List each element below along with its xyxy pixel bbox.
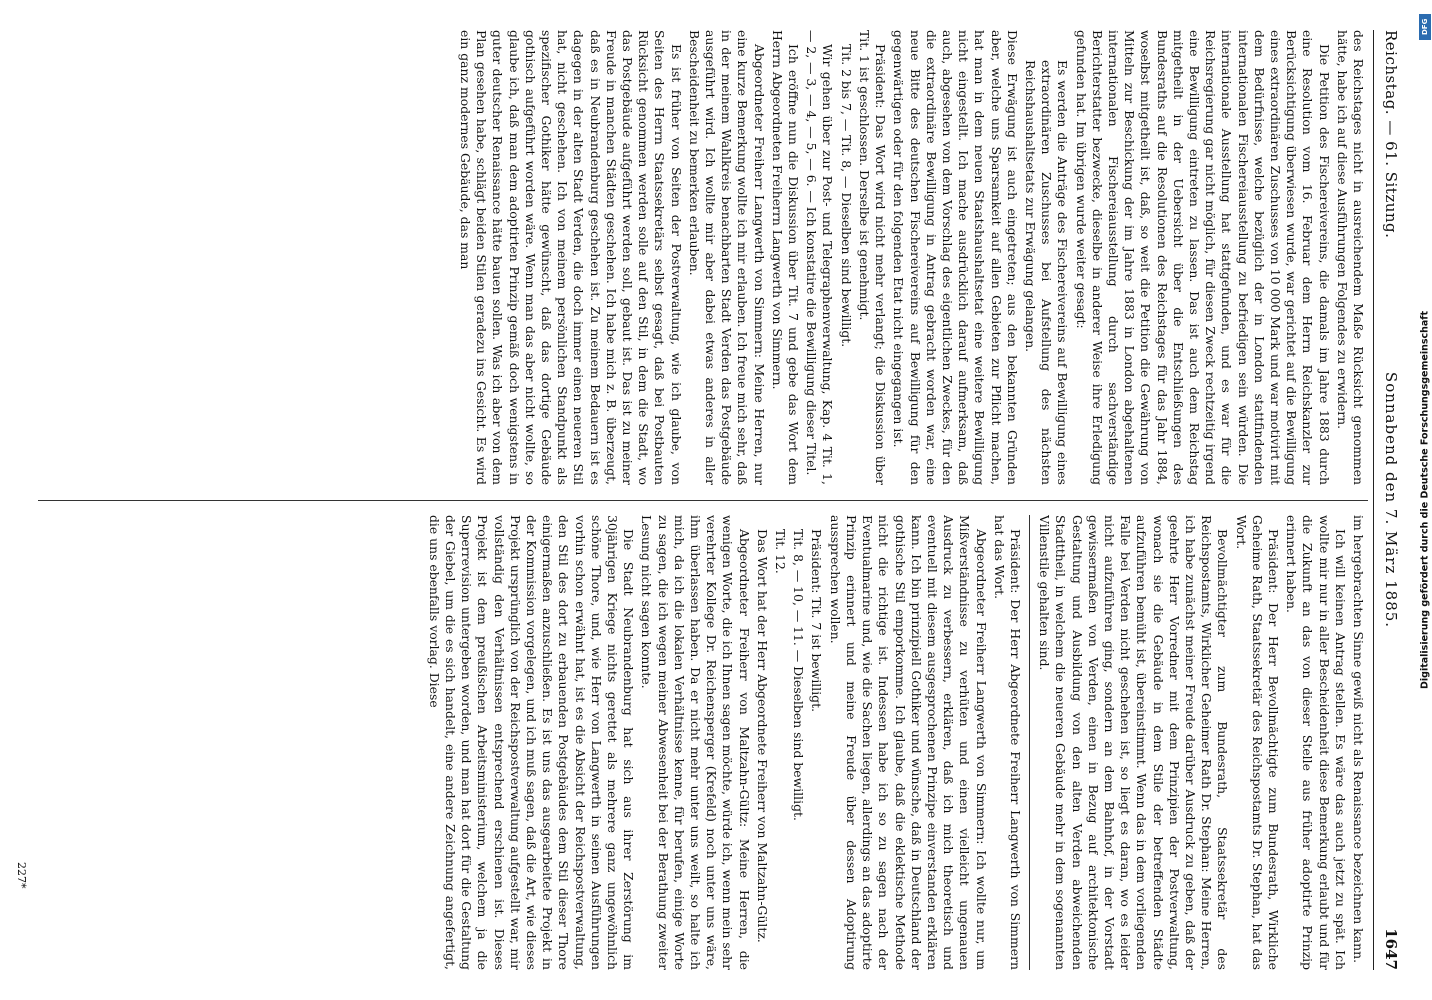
paragraph: im hergebrachten Sinne gewiß nicht als Renaissance bezeichnen kann.	[1351, 515, 1366, 964]
paragraph: Ich will keinen Antrag stellen. Es wäre das auch jetzt zu spät. Ich wollte mir nur in aller Bescheidenheit diese Bemerkung erlaubt und für die Zukunft an das von dieser Stelle aus früher adoptirte Prinzip erinnert haben.	[1284, 515, 1348, 970]
paragraph: Diese Erwägung ist auch eingetreten; aus den bekannten Gründen aber, welche uns Sparsamkeit auf allen Gebieten zur Pflicht machen, hat man in dem neuen Staatshaushaltsetat eine weitere Bewilligung nicht eingestellt. Ich mache ausdrücklich darauf aufmerksam, daß auch, abgesehen von dem Vorschlag des eigentlichen Zweckes, für den die extraordinäre Bewilligung in Antrag gebracht worden war, eine neue Bitte des deutschen Fischereivereins auf Bewilligung für den gegenwärtigen oder für den folgenden Etat nicht eingegangen ist.	[891, 30, 1020, 485]
paragraph: Die Stadt Neubrandenburg hat sich aus ihrer Zerstörung im 30jährigen Kriege nichts gerettet als mehrere ganz ungewöhnlich schöne Thore, und, wie Herr von Langwerth in seinen Ausführungen vorhin schon erwähnt hat, ist es die Absicht der Reichspostverwaltung, den Stil des dort zu erbauenden Postgebäudes dem Stil dieser Thore einigermaßen anzuschließen. Es ist uns das ausgearbeitete Projekt in der Kommission vorgelegen, und ich muß sagen, daß die Art, wie dieses Projekt ursprünglich von der Reichspostverwaltung aufgestellt war, mir vollständig den Verhältnissen entsprechend erschienen ist. Dieses Projekt ist dem preußischen Arbeitsministerium, welchem ja die Superrevision untergeben worden, und man hat dort für die Gestaltung der Giebel, um die es sich handelt, eine andere Zeichnung angefertigt, die uns ebenfalls vorlag. Diese	[426, 515, 637, 970]
paragraph: Die Petition des Fischereivereins, die damals im Jahre 1883 durch eine Resolution vom 16. Februar dem Herrn Reichskanzler zur Berücksichtigung überwiesen wurde, war gerichtet auf die Bewilligung eines extraordinären Zuschusses von 10 000 Mark und war motivirt mit dem Bedürfnisse, welche bezüglich der in London stattfindenden internationalen Fischereiausstellung zu befriedigen sein würden. Die internationale Ausstellung hat stattgefunden, und es war für die Reichsregierung gar nicht möglich, für diesen Zweck rechtzeitig irgend eine Bewilligung eintreten zu lassen. Das ist auch dem Reichstag mitgetheilt in der Uebersicht über die Entschließungen des Bundesraths auf die Resolutionen des Reichstages für das Jahr 1884, woselbst mitgetheilt ist, daß, so weit die Petition die Gewährung von Mitteln zur Beschickung der im Jahre 1883 in London abgehaltenen internationalen Fischereiausstellung durch sachverständige Berichterstatter bezwecke, dieselbe in anderer Weise ihre Erledigung gefunden hat. Im übrigen wurde weiter gesagt:	[1073, 30, 1332, 485]
paragraph: Tit. 2 bis 7, — Tit. 8, — Dieselben sind bewilligt.	[838, 44, 854, 348]
paragraph: Tit. 8, — 10, — 11. — Dieselben sind bewilligt.	[791, 529, 807, 821]
paragraph: Präsident: Das Wort wird nicht mehr verlangt; die Diskussion über Tit. 1 ist geschlossen. Derselbe ist genehmigt.	[856, 30, 889, 485]
page-header	[1376, 30, 1400, 970]
paragraph: Tit. 12.	[773, 529, 789, 574]
paragraph: Präsident: Tit. 7 ist bewilligt.	[809, 529, 825, 713]
header-rule	[1373, 30, 1374, 970]
paragraph: des Reichstages nicht in ausreichendem Maße Rücksicht genommen hätte, habe ich auf diese Ausführungen Folgendes zu erwidern.	[1334, 30, 1366, 485]
paragraph: Ich eröffne nun die Diskussion über Tit. 7 und gebe das Wort dem Herrn Abgeordneten Freiherrn Langwerth von Simmern.	[769, 30, 802, 485]
paragraph: Bevollmächtigter zum Bundesrath, Staatssekretär des Reichspostamts, Wirklicher Geheimer Rath Dr. Stephan: Meine Herren, ich habe zunächst meiner Freude darüber Ausdruck zu geben, daß der geehrte Herr Vorredner mit dem Prinzipien der Postverwaltung, wonach sie die Gebäude in dem Stile der betreffenden Städte aufzuführen bemüht ist, übereinstimmt. Wenn das in dem vorliegenden Falle bei Verden nicht geschehen ist, so liegt es daran, wo es leider nicht aufzuführen ging, sondern an dem Bahnhof, in der Vorstadt gewissermaßen von Verden, einen in Bezug auf architektonische Gestaltung und Ausbildung von den alten Verden abweichenden Stadttheil, in welchem die neueren Gebäude mehr in dem sogenannten Villenstile gehalten sind.	[1037, 515, 1231, 970]
header-left-title: Reichstag. — 61. Sitzung.	[1382, 30, 1400, 239]
quoted-paragraph: Es werden die Anträge des Fischereivereins auf Bewilligung eines extraordinären Zuschusses bei Aufstellung des nächsten Reichshaushaltsetats zur Erwägung gelangen.	[1022, 60, 1071, 485]
paragraph: Abgeordneter Freiherr Langwerth von Simmern: Ich wollte nur, um Mißverständnisse zu verhüten und einen vielleicht ungenauen Ausdruck zu verbessern, erklären, daß ich mich theoretisch und eventuell mit diesem ausgesprochenen Prinzipe einverstanden erklären kann. Ich bin prinzipiell Gothiker und wünsche, daß in Deutschland der gothische Stil emporkomme. Ich glaube, daß die eklektische Methode nicht die richtige ist. Indessen habe ich so zu sagen nach der Eventualmarine und, wie die Sachen liegen, allerdings an das adoptirte Prinzip erinnert und meine Freude über dessen Adoptirung aussprechen wollen.	[827, 515, 989, 970]
dfg-logo-icon: DFG	[1419, 14, 1431, 40]
digitization-credit: Digitalisierung gefördert durch die Deutsche Forschungsgemeinschaft	[1419, 311, 1431, 689]
page-number: 1647	[1382, 928, 1400, 970]
section-separator	[1029, 515, 1030, 970]
paragraph: Abgeordneter Freiherr Langwerth von Simmern: Meine Herren, nur eine kurze Bemerkung wollte ich mir erlauben. Ich freue mich sehr, daß in der meinem Wahlkreis benachbarten Stadt Verden das Postgebäude ausgeführt wird. Ich wollte mir aber dabei etwas anderes in aller Bescheidenheit zu bemerken erlauben.	[686, 30, 767, 485]
sheet-number: 227*	[15, 862, 28, 889]
digitization-sidebar	[1418, 0, 1432, 1000]
right-column	[36, 515, 1366, 970]
paragraph: Präsident: Der Herr Abgeordnete Freiherr Langwerth von Simmern hat das Wort.	[991, 515, 1023, 970]
header-date: Sonnabend den 7. März 1885.	[1382, 371, 1400, 629]
left-column	[36, 30, 1366, 485]
paragraph: Das Wort hat der Herr Abgeordnete Freiherr von Maltzahn-Gültz.	[754, 529, 770, 943]
paragraph: Abgeordneter Freiherr von Maltzahn-Gültz: Meine Herren, die wenigen Worte, die ich Ihnen sagen möchte, würde ich, wenn mein sehr verehrter Kollege Dr. Reichensperger (Krefeld) noch unter uns wäre, ihm überlassen haben. Da er nicht mehr unter uns weilt, so halte ich mich, da ich die lokalen Verhältnisse kenne, für berufen, einige Worte zu sagen, die ich wegen meiner Abwesenheit bei der Berathung zweiter Lesung nicht sagen konnte.	[639, 515, 752, 970]
paragraph: Es ist früher von Seiten der Postverwaltung, wie ich glaube, von Seiten des Herrn Staatssekretärs selbst gesagt, daß bei Postbauten Rücksicht genommen werden solle auf den Stil, in dem die Stadt, wo das Postgebäude aufgeführt werden soll, gebaut ist. Das ist zu meiner Freude in manchen Städten geschehen. Ich habe mich z. B. überzeugt, daß es in Neubrandenburg geschehen ist. Zu meinem Bedauern ist es dagegen in der alten Stadt Verden, die doch immer einen neueren Stil hat, nicht geschehen. Ich von meinem persönlichen Standpunkt als spezifischer Gothiker hätte gewünscht, daß das dortige Gebäude gothisch aufgeführt worden wäre. Wenn man das aber nicht wollte, so glaube ich, daß man dem adoptirten Prinzip gemäß doch wenigstens in guter deutscher Renaissance hätte bauen sollen. Was ich aber von dem Plan gesehen habe, schlägt beiden Stilen geradezu ins Gesicht. Es wird ein ganz modernes Gebäude, das man	[458, 30, 684, 485]
paragraph: Präsident: Der Herr Bevollmächtigte zum Bundesrath, Wirkliche Geheime Rath, Staatssekretär des Reichspostamts Dr. Stephan, hat das Wort.	[1233, 515, 1281, 970]
column-divider	[38, 500, 1368, 501]
paragraph: Wir gehen über zur Post- und Telegraphenverwaltung, Kap. 4 Tit. 1, — 2, — 3, — 4, — 5, — 6. — Ich konstatire die Bewilligung dieser Titel.	[804, 30, 836, 485]
